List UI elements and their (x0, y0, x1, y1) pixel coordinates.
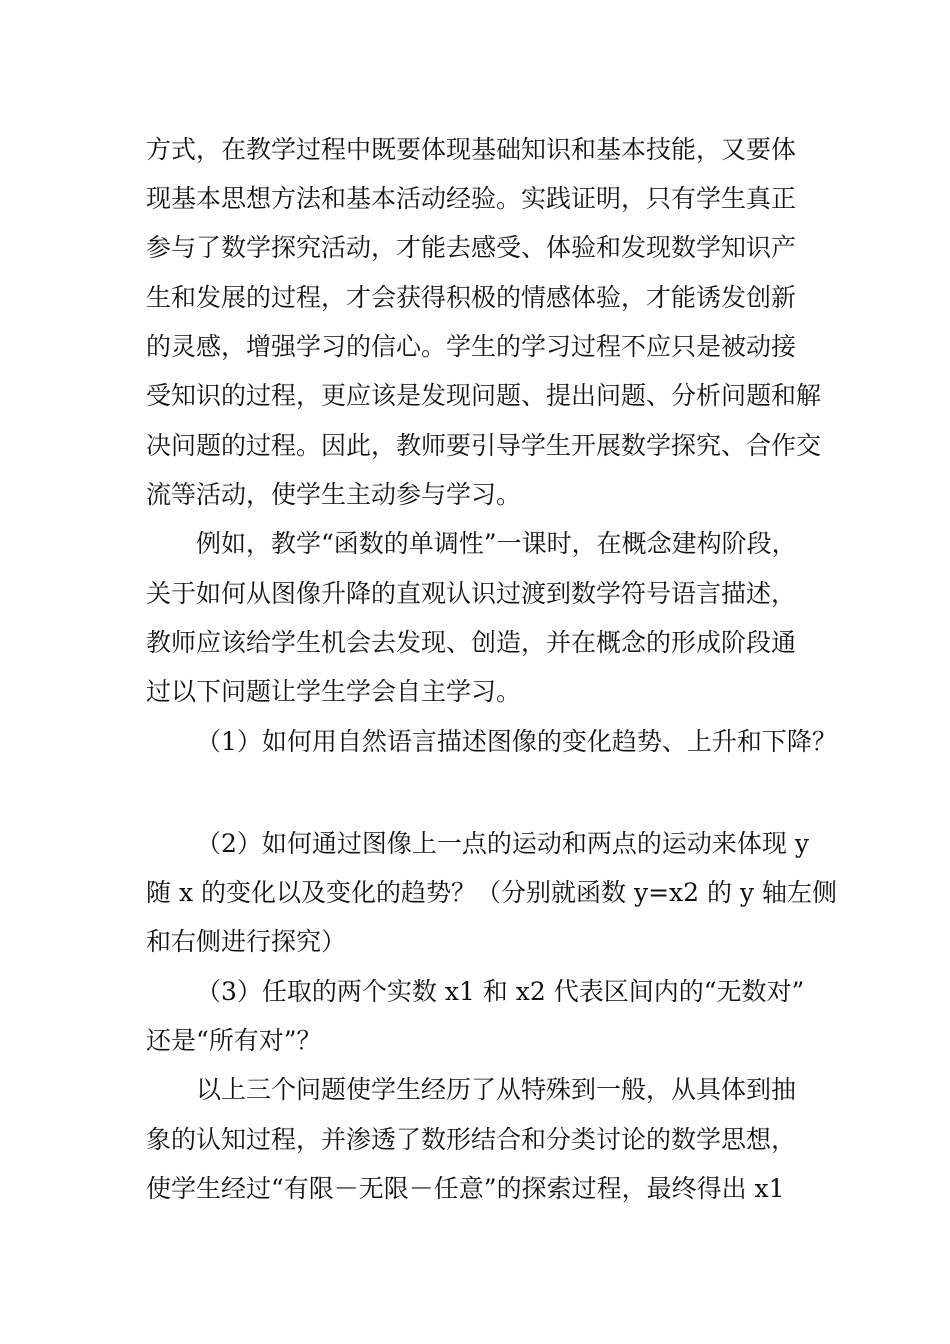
text-line: （3）任取的两个实数 x1 和 x2 代表区间内的“无数对” (196, 977, 805, 1006)
text-line: 流等活动，使学生主动参与学习。 (146, 480, 522, 509)
text-line: 和右侧进行探究） (146, 927, 347, 956)
text-line: 象的认知过程，并渗透了数形结合和分类讨论的数学思想， (146, 1125, 797, 1154)
text-line: 受知识的过程，更应该是发现问题、提出问题、分析问题和解 (146, 381, 822, 410)
text-line: 参与了数学探究活动，才能去感受、体验和发现数学知识产 (146, 233, 797, 262)
text-line: 随 x 的变化以及变化的趋势？（分别就函数 y=x2 的 y 轴左侧 (146, 878, 837, 907)
text-line: 生和发展的过程，才会获得积极的情感体验，才能诱发创新 (146, 283, 797, 312)
text-line: （2）如何通过图像上一点的运动和两点的运动来体现 y (196, 829, 809, 858)
text-line: 决问题的过程。因此，教师要引导学生开展数学探究、合作交 (146, 431, 822, 460)
text-line: 以上三个问题使学生经历了从特殊到一般，从具体到抽 (196, 1075, 797, 1104)
text-line: 的灵感，增强学习的信心。学生的学习过程不应只是被动接 (146, 332, 797, 361)
text-line: （1）如何用自然语言描述图像的变化趋势、上升和下降？ (196, 727, 837, 756)
text-line: 例如，教学“函数的单调性”一课时，在概念建构阶段， (196, 529, 797, 558)
text-line: 还是“所有对”？ (146, 1026, 322, 1055)
text-line: 关于如何从图像升降的直观认识过渡到数学符号语言描述， (146, 579, 797, 608)
text-line: 方式，在教学过程中既要体现基础知识和基本技能，又要体 (146, 135, 797, 164)
text-line: 教师应该给学生机会去发现、创造，并在概念的形成阶段通 (146, 628, 797, 657)
text-line: 使学生经过“有限－无限－任意”的探索过程，最终得出 x1 (146, 1174, 785, 1203)
text-line: 过以下问题让学生学会自主学习。 (146, 677, 522, 706)
text-line: 现基本思想方法和基本活动经验。实践证明，只有学生真正 (146, 184, 797, 213)
